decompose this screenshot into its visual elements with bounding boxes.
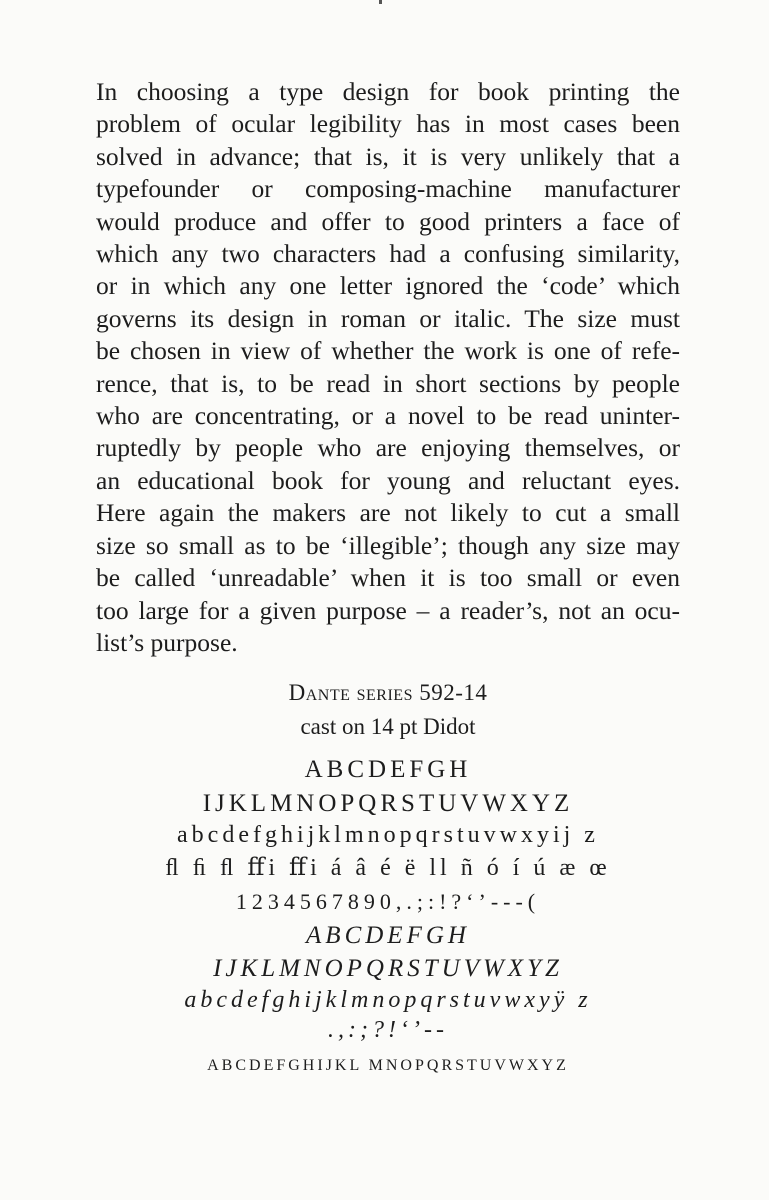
specimen-italic-caps-2: IJKLMNOPQRSTUVWXYZ (213, 955, 563, 982)
body-line: be called ‘unreadable’ when it is too small or even (96, 563, 680, 593)
specimen-roman-lowercase: abcdefghijklmnopqrstuvwxyij z (177, 822, 599, 848)
body-line: rence, that is, to be read in short sections by people (96, 368, 680, 398)
body-line: too large for a given purpose – a reader’s, not an ocu- (96, 595, 680, 625)
specimen-roman-caps-1: ABCDEFGH (304, 756, 472, 783)
body-line: typefounder or composing-machine manufacturer (96, 174, 680, 204)
body-line: ruptedly by people who are enjoying themselves, or (96, 433, 680, 463)
specimen-ligatures-accents: ﬂ ﬁ ﬂ ﬀi ﬀi á â é ë ll ñ ó í ú æ œ (165, 855, 611, 881)
specimen-roman-caps-2: IJKLMNOPQRSTUVWXYZ (202, 790, 574, 817)
body-line: governs its design in roman or italic. The size must (96, 303, 680, 333)
folio-mark (379, 0, 382, 4)
specimen-italic-lowercase: abcdefghijklmnopqrstuvwxyÿ z (184, 987, 592, 1013)
specimen-small-caps: ABCDEFGHIJKL MNOPQRSTUVWXYZ (207, 1057, 569, 1074)
body-line: be chosen in view of whether the work is one of refe- (96, 336, 680, 366)
body-line: In choosing a type design for book printing the (96, 77, 680, 106)
body-line: Here again the makers are not likely to cut a small (96, 498, 680, 528)
specimen-italic-punctuation: .,:;?!‘’-- (328, 1017, 448, 1043)
body-line: size so small as to be ‘illegible’; though any size may (96, 530, 680, 560)
body-line: or in which any one letter ignored the ‘code’ which (96, 271, 680, 301)
specimen-italic-caps-1: ABCDEFGH (306, 922, 470, 949)
specimen-figures-punctuation: 1234567890,.;:!?‘’---( (235, 889, 541, 914)
specimen-caption-size: cast on 14 pt Didot (300, 714, 476, 739)
body-line: would produce and offer to good printers a face of (96, 206, 680, 236)
specimen-caption-title: Dante series 592-14 (288, 680, 488, 705)
body-line: problem of ocular legibility has in most cases been (96, 109, 680, 139)
body-paragraph (96, 76, 680, 659)
body-line: list’s purpose. (96, 627, 238, 657)
body-line: solved in advance; that is, it is very unlikely that a (96, 141, 680, 171)
body-line: an educational book for young and reluctant eyes. (96, 465, 680, 495)
body-line: who are concentrating, or a novel to be read uninter- (96, 401, 680, 431)
body-line: which any two characters had a confusing similarity, (96, 239, 680, 269)
